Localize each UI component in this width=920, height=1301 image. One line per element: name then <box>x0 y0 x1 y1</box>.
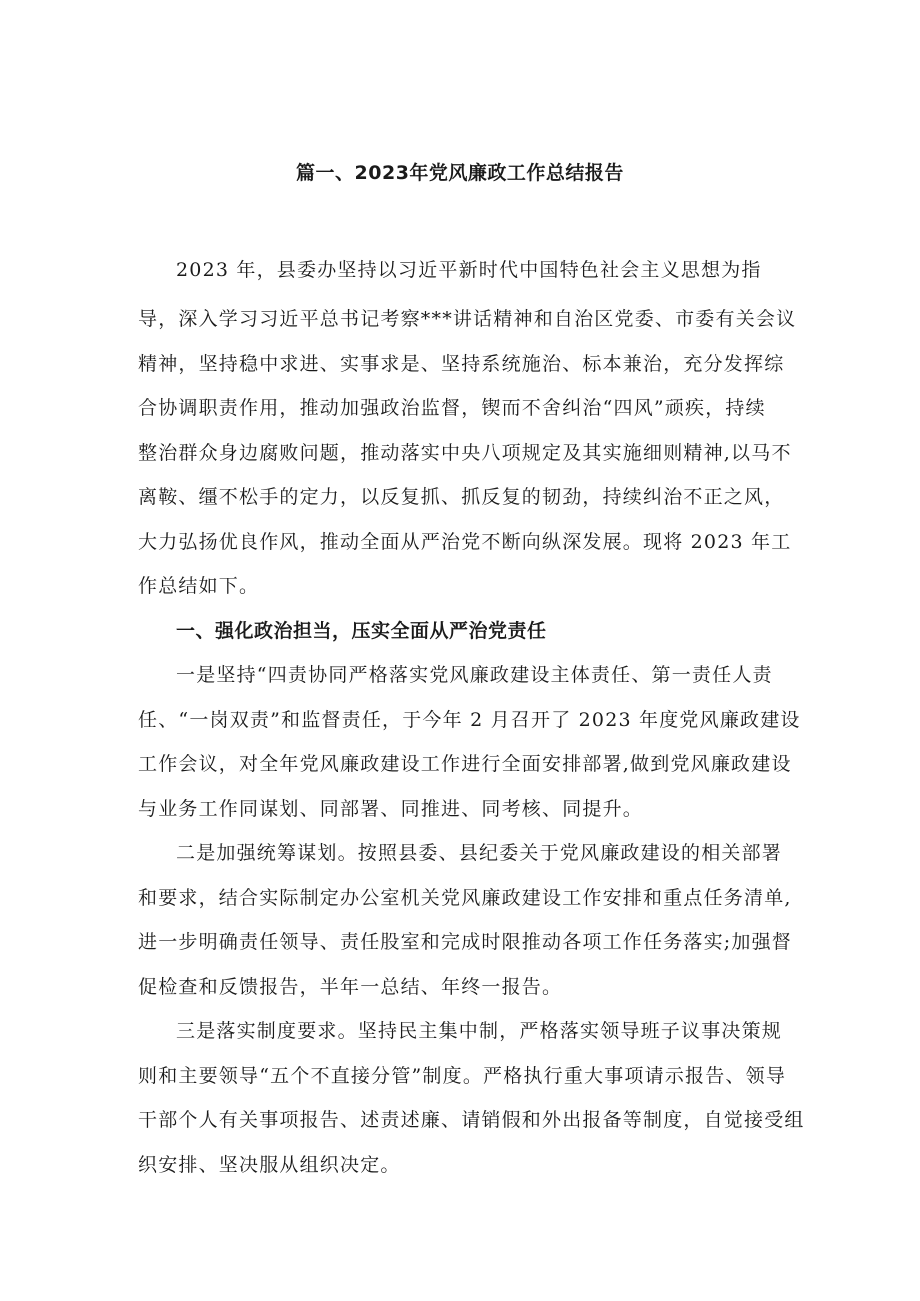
intro-line: 导，深入学习习近平总书记考察***讲话精神和自治区党委、市委有关会议 <box>138 308 797 330</box>
paragraph-line: 则和主要领导“五个不直接分管”制度。严格执行重大事项请示报告、领导 <box>138 1065 787 1087</box>
document-title: 篇一、2023年党风廉政工作总结报告 <box>296 162 624 184</box>
paragraph-line: 三是落实制度要求。坚持民主集中制，严格落实领导班子议事决策规 <box>176 1020 783 1042</box>
paragraph-line: 工作会议，对全年党风廉政建设工作进行全面安排部署,做到党风廉政建设 <box>138 753 792 775</box>
intro-line: 整治群众身边腐败问题，推动落实中央八项规定及其实施细则精神,以马不 <box>138 442 792 464</box>
paragraph-line: 与业务工作同谋划、同部署、同推进、同考核、同提升。 <box>138 798 644 820</box>
paragraph-line: 二是加强统筹谋划。按照县委、县纪委关于党风廉政建设的相关部署 <box>176 842 783 864</box>
paragraph-line: 织安排、坚决服从组织决定。 <box>138 1154 401 1176</box>
section-heading: 一、强化政治担当，压实全面从严治党责任 <box>176 620 547 642</box>
intro-line: 精神，坚持稳中求进、实事求是、坚持系统施治、标本兼治，充分发挥综 <box>138 353 785 375</box>
intro-line: 合协调职责作用，推动加强政治监督，锲而不舍纠治“四风”顽疾，持续 <box>138 397 766 419</box>
intro-line: 2023 年，县委办坚持以习近平新时代中国特色社会主义思想为指 <box>176 259 762 281</box>
paragraph-line: 任、“一岗双责”和监督责任，于今年 2 月召开了 2023 年度党风廉政建设 <box>138 709 801 731</box>
paragraph-line: 和要求，结合实际制定办公室机关党风廉政建设工作安排和重点任务清单, <box>138 887 792 909</box>
intro-line: 作总结如下。 <box>138 575 260 597</box>
paragraph-line: 进一步明确责任领导、责任股室和完成时限推动各项工作任务落实;加强督 <box>138 931 793 953</box>
intro-line: 离鞍、缰不松手的定力，以反复抓、抓反复的韧劲，持续纠治不正之风， <box>138 486 785 508</box>
paragraph-line: 一是坚持“四责协同严格落实党风廉政建设主体责任、第一责任人责 <box>176 664 773 686</box>
intro-line: 大力弘扬优良作风，推动全面从严治党不断向纵深发展。现将 2023 年工 <box>138 531 792 553</box>
paragraph-line: 促检查和反馈报告，半年一总结、年终一报告。 <box>138 976 563 998</box>
paragraph-line: 干部个人有关事项报告、述责述廉、请销假和外出报备等制度，自觉接受组 <box>138 1109 805 1131</box>
